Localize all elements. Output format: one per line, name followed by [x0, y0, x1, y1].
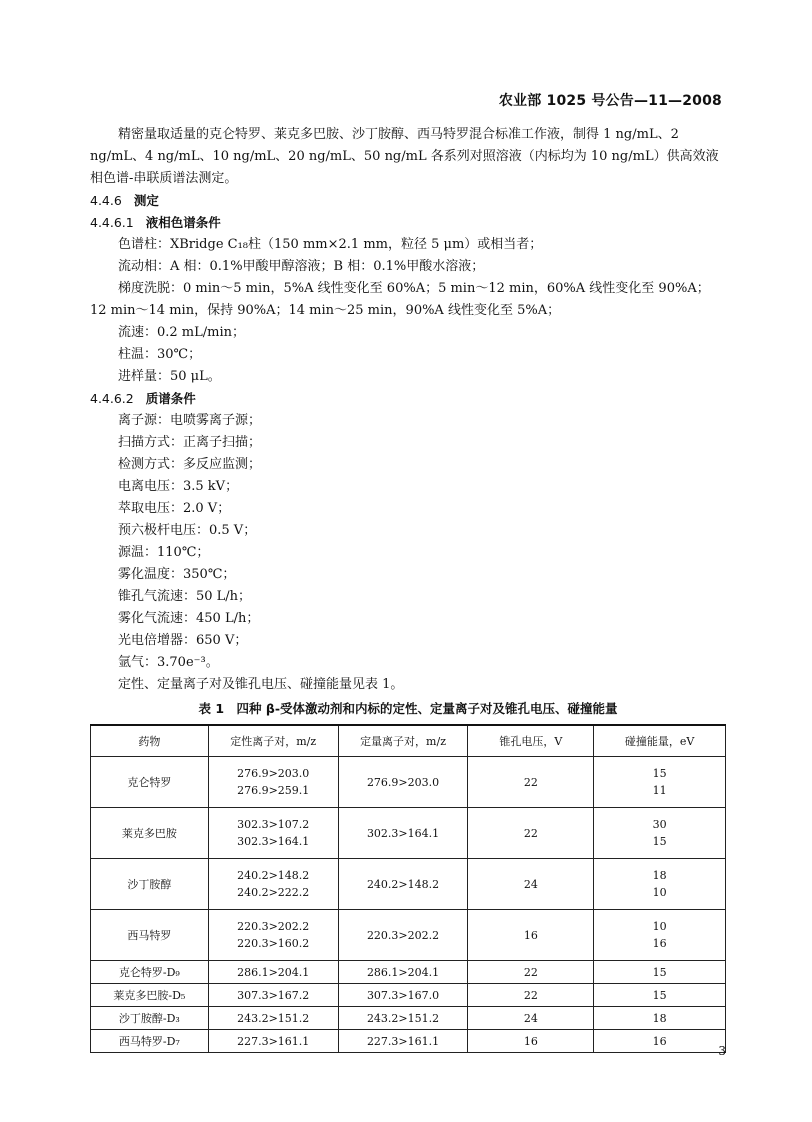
ms-table-reference: 定性、定量离子对及锥孔电压、碰撞能量见表 1。	[118, 677, 404, 692]
collision-energy: 16	[594, 1030, 726, 1053]
ms-desolvation-gas-flow: 雾化气流速：450 L/h；	[118, 611, 260, 626]
col-header-qualitative: 定性离子对，m/z	[208, 725, 338, 757]
qual-pair: 276.9>203.0	[237, 767, 310, 780]
table-row	[91, 910, 726, 961]
drug-name: 莱克多巴胺	[91, 808, 209, 859]
collision-energy: 15	[594, 984, 726, 1007]
collision-energies	[594, 910, 726, 961]
quantitative-pair: 227.3>161.1	[338, 1030, 468, 1053]
lc-injection-volume: 进样量：50 μL。	[118, 369, 221, 384]
qualitative-pairs	[208, 859, 338, 910]
document-header: 农业部 1025 号公告—11—2008	[498, 93, 722, 109]
collision-energy: 30	[652, 818, 667, 831]
ms-ion-source: 离子源：电喷雾离子源；	[118, 413, 262, 428]
collision-energies	[594, 808, 726, 859]
qual-pair: 276.9>259.1	[237, 784, 310, 797]
collision-energy: 16	[652, 937, 667, 950]
collision-energy: 18	[594, 1007, 726, 1030]
table-row	[91, 859, 726, 910]
qual-pair: 302.3>107.2	[237, 818, 310, 831]
cone-voltage: 22	[468, 808, 594, 859]
ms-desolvation-temp: 雾化温度：350℃；	[118, 567, 236, 582]
col-header-collision-energy: 碰撞能量，eV	[594, 725, 726, 757]
lc-column-temp: 柱温：30℃；	[118, 347, 202, 362]
drug-name: 莱克多巴胺-D₅	[91, 984, 209, 1007]
collision-energy: 10	[652, 886, 667, 899]
col-header-drug: 药物	[91, 725, 209, 757]
ms-detection-mode: 检测方式：多反应监测；	[118, 457, 262, 472]
ion-pair-table	[90, 724, 726, 1053]
lc-column: 色谱柱：XBridge C₁₈柱（150 mm×2.1 mm，粒径 5 μm）或相当者；	[118, 237, 543, 252]
section-number: 4.4.6.1	[90, 215, 134, 230]
cone-voltage: 22	[468, 984, 594, 1007]
quantitative-pair: 220.3>202.2	[338, 910, 468, 961]
table-row	[91, 984, 726, 1007]
cone-voltage: 16	[468, 1030, 594, 1053]
ms-multiplier: 光电倍增器：650 V；	[118, 633, 248, 648]
ms-source-temp: 源温：110℃；	[118, 545, 210, 560]
quantitative-pair: 240.2>148.2	[338, 859, 468, 910]
page-number: 3	[718, 1044, 726, 1058]
drug-name: 克仑特罗	[91, 757, 209, 808]
collision-energy: 10	[652, 920, 667, 933]
table-row	[91, 757, 726, 808]
section-title: 液相色谱条件	[145, 215, 221, 230]
qual-pair: 286.1>204.1	[208, 961, 338, 984]
section-4-4-6-2-heading	[90, 388, 726, 410]
lc-flow-rate: 流速：0.2 mL/min；	[118, 325, 246, 340]
collision-energies	[594, 859, 726, 910]
ms-argon: 氩气：3.70e⁻³。	[118, 655, 219, 670]
qual-pair: 307.3>167.2	[208, 984, 338, 1007]
section-number: 4.4.6	[90, 193, 122, 208]
collision-energy: 15	[652, 835, 667, 848]
table-caption: 表 1 四种 β-受体激动剂和内标的定性、定量离子对及锥孔电压、碰撞能量	[198, 701, 618, 716]
section-number: 4.4.6.2	[90, 391, 134, 406]
quantitative-pair: 286.1>204.1	[338, 961, 468, 984]
section-4-4-6-1-heading	[90, 212, 726, 234]
ms-hexapole-voltage: 预六极杆电压：0.5 V；	[118, 523, 257, 538]
collision-energies	[594, 757, 726, 808]
quantitative-pair: 243.2>151.2	[338, 1007, 468, 1030]
drug-name: 西马特罗	[91, 910, 209, 961]
quantitative-pair: 276.9>203.0	[338, 757, 468, 808]
qual-pair: 243.2>151.2	[208, 1007, 338, 1030]
collision-energy: 15	[652, 767, 667, 780]
lc-mobile-phase: 流动相：A 相：0.1%甲酸甲醇溶液；B 相：0.1%甲酸水溶液；	[118, 259, 485, 274]
ms-cone-gas-flow: 锥孔气流速：50 L/h；	[118, 589, 252, 604]
cone-voltage: 24	[468, 859, 594, 910]
table-row	[91, 961, 726, 984]
table-header-row	[91, 725, 726, 757]
lc-gradient-line-1: 梯度洗脱：0 min～5 min，5%A 线性变化至 60%A；5 min～12 min，60%A 线性变化至 90%A；	[118, 281, 710, 296]
cone-voltage: 24	[468, 1007, 594, 1030]
quantitative-pair: 307.3>167.0	[338, 984, 468, 1007]
qual-pair: 240.2>222.2	[237, 886, 310, 899]
table-row	[91, 808, 726, 859]
section-4-4-6-heading	[90, 190, 726, 212]
qual-pair: 240.2>148.2	[237, 869, 310, 882]
drug-name: 沙丁胺醇	[91, 859, 209, 910]
collision-energy: 11	[652, 784, 667, 797]
lc-gradient-line-2: 12 min～14 min，保持 90%A；14 min～25 min，90%A 线性变化至 5%A；	[90, 303, 561, 318]
drug-name: 西马特罗-D₇	[91, 1030, 209, 1053]
ms-ionization-voltage: 电离电压：3.5 kV；	[118, 479, 239, 494]
main-content	[90, 124, 726, 1053]
collision-energy: 18	[652, 869, 667, 882]
table-row	[91, 1030, 726, 1053]
ms-extraction-voltage: 萃取电压：2.0 V；	[118, 501, 231, 516]
cone-voltage: 22	[468, 961, 594, 984]
quantitative-pair: 302.3>164.1	[338, 808, 468, 859]
qual-pair: 220.3>160.2	[237, 937, 310, 950]
qual-pair: 302.3>164.1	[237, 835, 310, 848]
cone-voltage: 16	[468, 910, 594, 961]
collision-energy: 15	[594, 961, 726, 984]
col-header-cone-voltage: 锥孔电压，V	[468, 725, 594, 757]
intro-paragraph: 精密量取适量的克仑特罗、莱克多巴胺、沙丁胺醇、西马特罗混合标准工作液，制得 1 ng/mL、2 ng/mL、4 ng/mL、10 ng/mL、20 ng/mL、50 ng/mL 各系列对照溶液（内标均为 10 ng/mL）供高效液相色谱-串联质谱法测定。	[90, 127, 719, 186]
cone-voltage: 22	[468, 757, 594, 808]
drug-name: 沙丁胺醇-D₃	[91, 1007, 209, 1030]
drug-name: 克仑特罗-D₉	[91, 961, 209, 984]
qual-pair: 220.3>202.2	[237, 920, 310, 933]
ms-scan-mode: 扫描方式：正离子扫描；	[118, 435, 262, 450]
col-header-quantitative: 定量离子对，m/z	[338, 725, 468, 757]
table-row	[91, 1007, 726, 1030]
qual-pair: 227.3>161.1	[208, 1030, 338, 1053]
qualitative-pairs	[208, 808, 338, 859]
qualitative-pairs	[208, 910, 338, 961]
qualitative-pairs	[208, 757, 338, 808]
section-title: 质谱条件	[145, 391, 196, 406]
section-title: 测定	[133, 193, 159, 208]
